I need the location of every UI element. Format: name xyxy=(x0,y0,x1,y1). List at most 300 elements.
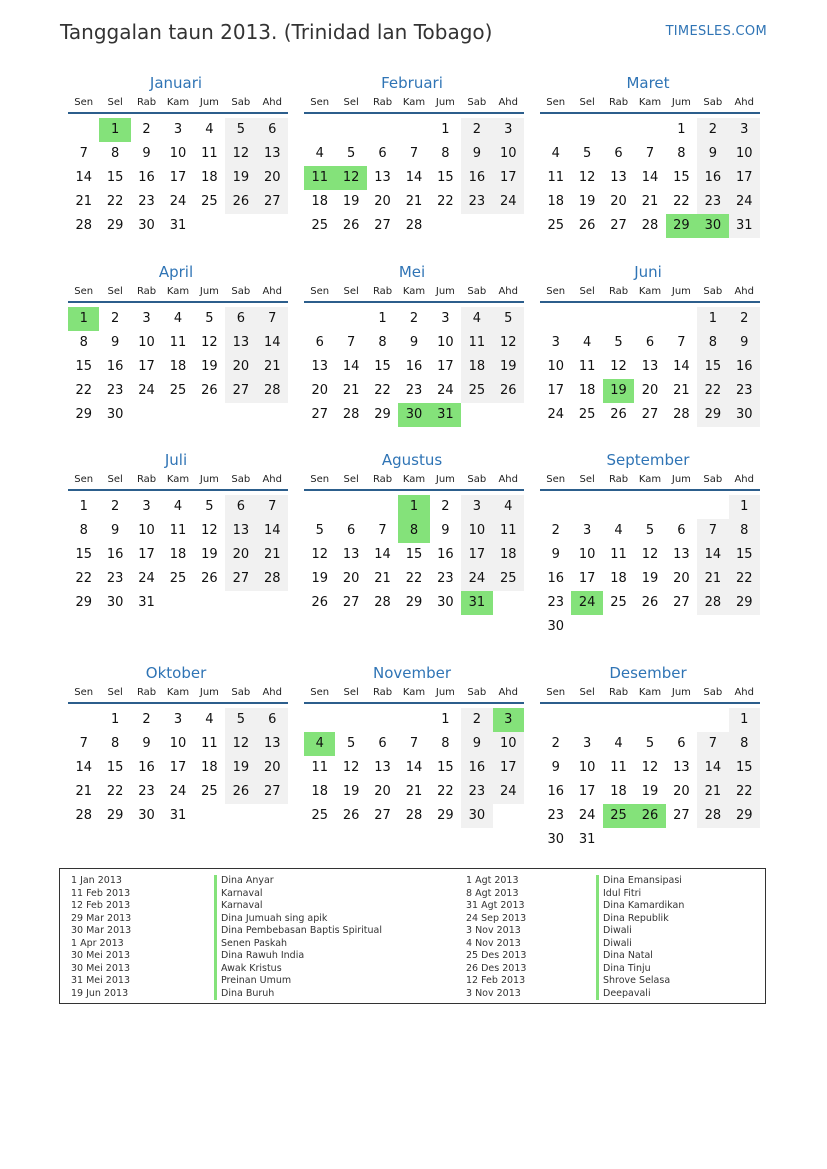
month-desember xyxy=(536,662,760,852)
day-cell: 16 xyxy=(547,784,564,799)
day-cell: 3 xyxy=(441,311,450,326)
day-cell: 6 xyxy=(614,146,623,161)
day-grid xyxy=(68,114,288,238)
weekday-label: Jum xyxy=(435,687,455,698)
legend-names-left xyxy=(214,875,382,1000)
day-cell: 30 xyxy=(138,218,155,233)
legend-date: 19 Jun 2013 xyxy=(71,987,129,999)
day-cell: 18 xyxy=(547,194,564,209)
day-cell: 11 xyxy=(201,146,218,161)
weekday-label: Ahd xyxy=(498,97,518,108)
day-grid xyxy=(540,704,760,852)
weekday-label: Jum xyxy=(199,97,219,108)
day-cell: 13 xyxy=(342,547,360,562)
day-cell: 4 xyxy=(173,499,183,514)
day-cell: 23 xyxy=(138,194,155,209)
day-cell: 12 xyxy=(225,142,256,166)
day-cell: 20 xyxy=(374,784,391,799)
legend-holiday-name: Diwali xyxy=(596,938,684,951)
day-cell: 21 xyxy=(405,784,423,799)
day-cell: 4 xyxy=(461,307,492,331)
day-cell: 5 xyxy=(315,523,324,538)
day-grid xyxy=(540,491,760,639)
month-name: Desember xyxy=(609,664,687,682)
day-grid xyxy=(304,704,524,828)
day-cell: 11 xyxy=(610,547,627,562)
day-cell: 30 xyxy=(729,403,760,427)
day-cell: 2 xyxy=(110,499,120,514)
day-cell: 15 xyxy=(729,756,760,780)
holiday-day-cell: 31 xyxy=(430,403,461,427)
weekday-label: Kam xyxy=(402,687,426,698)
day-cell: 7 xyxy=(697,519,728,543)
weekday-label: Ahd xyxy=(262,687,282,698)
legend-holiday-name: Dina Anyar xyxy=(214,875,382,888)
day-cell: 22 xyxy=(673,194,690,209)
day-cell: 9 xyxy=(697,142,728,166)
day-cell: 9 xyxy=(110,523,120,538)
day-cell: 5 xyxy=(225,708,256,732)
weekday-label: Kam xyxy=(402,97,426,108)
day-cell: 13 xyxy=(311,359,328,374)
day-cell: 9 xyxy=(461,142,492,166)
day-cell: 28 xyxy=(697,591,728,615)
day-cell: 26 xyxy=(225,190,256,214)
weekday-label: Jum xyxy=(435,97,455,108)
legend-date: 31 Agt 2013 xyxy=(466,900,525,911)
weekday-header xyxy=(304,684,524,704)
weekday-label: Sen xyxy=(546,687,566,698)
day-cell: 17 xyxy=(578,571,596,586)
day-cell: 8 xyxy=(79,335,88,350)
day-cell: 13 xyxy=(673,760,690,775)
day-cell: 14 xyxy=(342,359,360,374)
day-cell: 14 xyxy=(673,359,690,374)
legend-holiday-name: Dina Buruh xyxy=(214,988,382,1001)
weekday-label: Sab xyxy=(467,474,487,485)
weekday-label: Sel xyxy=(107,97,123,108)
holiday-day-cell: 29 xyxy=(666,214,697,238)
day-cell: 6 xyxy=(677,523,686,538)
day-cell: 26 xyxy=(641,595,659,610)
month-juni xyxy=(536,261,760,427)
day-cell: 7 xyxy=(378,523,387,538)
day-cell: 31 xyxy=(169,218,187,233)
weekday-header xyxy=(68,684,288,704)
day-cell: 29 xyxy=(106,218,124,233)
day-cell: 31 xyxy=(578,832,596,847)
day-cell: 20 xyxy=(673,571,690,586)
holiday-day-cell: 26 xyxy=(634,804,665,828)
weekday-label: Ahd xyxy=(734,97,754,108)
day-cell: 30 xyxy=(106,407,124,422)
weekday-label: Sab xyxy=(231,474,251,485)
day-cell: 15 xyxy=(437,170,454,185)
weekday-label: Sab xyxy=(231,286,251,297)
day-cell: 5 xyxy=(346,736,356,751)
day-cell: 25 xyxy=(610,595,627,610)
weekday-header xyxy=(540,94,760,114)
day-cell: 1 xyxy=(110,712,120,727)
day-cell: 24 xyxy=(578,808,596,823)
day-cell: 15 xyxy=(437,760,454,775)
day-cell: 14 xyxy=(75,760,92,775)
day-cell: 2 xyxy=(441,499,450,514)
day-cell: 8 xyxy=(79,523,88,538)
day-cell: 7 xyxy=(677,335,686,350)
weekday-label: Ahd xyxy=(498,687,518,698)
day-cell: 24 xyxy=(493,190,524,214)
day-cell: 8 xyxy=(110,736,120,751)
day-cell: 19 xyxy=(201,359,218,374)
weekday-label: Jum xyxy=(435,474,455,485)
weekday-header xyxy=(304,471,524,491)
day-cell: 24 xyxy=(493,780,524,804)
day-cell: 13 xyxy=(257,732,288,756)
weekday-header xyxy=(540,471,760,491)
weekday-label: Jum xyxy=(199,687,219,698)
month-name: Maret xyxy=(626,74,670,92)
day-cell: 13 xyxy=(673,547,690,562)
weekday-header xyxy=(304,283,524,303)
day-cell: 3 xyxy=(582,523,592,538)
legend-holiday-name: Preinan Umum xyxy=(214,975,382,988)
weekday-label: Sab xyxy=(231,97,251,108)
day-cell: 9 xyxy=(110,335,120,350)
legend-holiday-name: Dina Rawuh India xyxy=(214,950,382,963)
legend-holiday-name: Senen Paskah xyxy=(214,938,382,951)
weekday-label: Ahd xyxy=(734,474,754,485)
weekday-label: Sab xyxy=(703,687,723,698)
day-cell: 27 xyxy=(257,190,288,214)
day-cell: 2 xyxy=(461,708,492,732)
day-cell: 18 xyxy=(169,547,187,562)
day-cell: 21 xyxy=(257,543,288,567)
day-cell: 26 xyxy=(493,379,524,403)
weekday-header xyxy=(540,684,760,704)
day-cell: 10 xyxy=(493,142,524,166)
weekday-label: Sel xyxy=(343,286,359,297)
day-cell: 22 xyxy=(437,784,454,799)
legend-holiday-name: Shrove Selasa xyxy=(596,975,684,988)
weekday-label: Kam xyxy=(638,474,662,485)
day-grid xyxy=(68,704,288,828)
day-cell: 21 xyxy=(673,383,690,398)
day-cell: 17 xyxy=(437,359,454,374)
day-cell: 3 xyxy=(582,736,592,751)
day-cell: 11 xyxy=(578,359,596,374)
weekday-label: Sab xyxy=(467,687,487,698)
day-cell: 6 xyxy=(378,736,387,751)
day-cell: 2 xyxy=(110,311,120,326)
day-cell: 5 xyxy=(346,146,356,161)
weekday-label: Rab xyxy=(372,687,393,698)
day-cell: 24 xyxy=(461,567,492,591)
day-cell: 27 xyxy=(342,595,360,610)
weekday-label: Sab xyxy=(231,687,251,698)
day-cell: 2 xyxy=(142,122,151,137)
day-cell: 8 xyxy=(441,146,450,161)
holiday-day-cell: 31 xyxy=(461,591,492,615)
day-cell: 2 xyxy=(461,118,492,142)
day-cell: 4 xyxy=(205,712,214,727)
day-cell: 21 xyxy=(257,355,288,379)
day-cell: 31 xyxy=(138,595,155,610)
holiday-day-cell: 12 xyxy=(335,166,366,190)
weekday-header xyxy=(68,283,288,303)
weekday-label: Sen xyxy=(74,286,94,297)
day-cell: 9 xyxy=(441,523,450,538)
day-cell: 7 xyxy=(79,736,88,751)
day-cell: 21 xyxy=(374,571,391,586)
day-cell: 7 xyxy=(79,146,88,161)
weekday-label: Ahd xyxy=(734,687,754,698)
day-cell: 15 xyxy=(75,547,92,562)
day-cell: 29 xyxy=(374,407,391,422)
day-cell: 13 xyxy=(374,170,391,185)
weekday-label: Jum xyxy=(671,474,691,485)
day-cell: 3 xyxy=(142,311,151,326)
weekday-header xyxy=(68,471,288,491)
day-cell: 10 xyxy=(169,146,187,161)
day-grid xyxy=(540,114,760,238)
day-cell: 30 xyxy=(461,804,492,828)
day-cell: 26 xyxy=(342,808,360,823)
day-cell: 14 xyxy=(257,331,288,355)
day-cell: 10 xyxy=(493,732,524,756)
day-cell: 26 xyxy=(201,383,218,398)
weekday-header xyxy=(304,94,524,114)
day-cell: 10 xyxy=(138,523,155,538)
day-cell: 29 xyxy=(106,808,124,823)
day-cell: 22 xyxy=(106,194,124,209)
day-cell: 26 xyxy=(610,407,627,422)
day-cell: 23 xyxy=(729,379,760,403)
day-cell: 9 xyxy=(142,736,151,751)
day-cell: 26 xyxy=(201,571,218,586)
day-cell: 18 xyxy=(201,170,218,185)
day-cell: 11 xyxy=(547,170,564,185)
day-cell: 9 xyxy=(461,732,492,756)
day-cell: 19 xyxy=(311,571,328,586)
day-cell: 13 xyxy=(257,142,288,166)
day-cell: 1 xyxy=(677,122,686,137)
legend-date: 3 Nov 2013 xyxy=(466,925,521,936)
day-cell: 17 xyxy=(138,359,155,374)
month-oktober xyxy=(64,662,288,828)
day-cell: 15 xyxy=(673,170,690,185)
day-cell: 6 xyxy=(257,708,288,732)
day-cell: 20 xyxy=(610,194,627,209)
day-cell: 25 xyxy=(493,567,524,591)
day-cell: 9 xyxy=(409,335,419,350)
day-cell: 22 xyxy=(729,780,760,804)
weekday-header xyxy=(68,94,288,114)
legend-holiday-name: Karnaval xyxy=(214,900,382,913)
day-cell: 9 xyxy=(142,146,151,161)
day-cell: 8 xyxy=(729,732,760,756)
day-cell: 7 xyxy=(257,307,288,331)
day-grid xyxy=(304,303,524,427)
day-cell: 23 xyxy=(106,571,124,586)
day-cell: 25 xyxy=(578,407,596,422)
day-cell: 17 xyxy=(547,383,564,398)
day-cell: 15 xyxy=(405,547,423,562)
day-cell: 12 xyxy=(311,547,328,562)
weekday-label: Rab xyxy=(608,474,629,485)
day-cell: 14 xyxy=(75,170,92,185)
day-cell: 14 xyxy=(257,519,288,543)
day-cell: 23 xyxy=(461,780,492,804)
day-cell: 4 xyxy=(205,122,214,137)
day-cell: 29 xyxy=(75,407,92,422)
weekday-label: Ahd xyxy=(498,286,518,297)
holiday-day-cell: 3 xyxy=(493,708,524,732)
day-grid xyxy=(540,303,760,427)
day-cell: 17 xyxy=(493,756,524,780)
day-cell: 14 xyxy=(697,756,728,780)
day-cell: 19 xyxy=(342,194,360,209)
day-cell: 10 xyxy=(578,547,596,562)
weekday-label: Jum xyxy=(671,97,691,108)
weekday-label: Sen xyxy=(546,286,566,297)
day-cell: 16 xyxy=(106,359,124,374)
day-cell: 1 xyxy=(378,311,387,326)
day-cell: 28 xyxy=(641,218,659,233)
day-cell: 21 xyxy=(75,194,92,209)
month-januari xyxy=(64,72,288,238)
legend-date: 11 Feb 2013 xyxy=(71,887,131,899)
day-cell: 5 xyxy=(614,335,623,350)
weekday-label: Sel xyxy=(107,474,123,485)
day-cell: 2 xyxy=(142,712,151,727)
weekday-label: Kam xyxy=(166,474,190,485)
day-cell: 3 xyxy=(551,335,560,350)
day-cell: 17 xyxy=(461,543,492,567)
day-cell: 16 xyxy=(697,166,728,190)
day-cell: 12 xyxy=(578,170,596,185)
legend-holiday-name: Dina Kamardikan xyxy=(596,900,684,913)
day-cell: 16 xyxy=(729,355,760,379)
day-cell: 21 xyxy=(342,383,360,398)
day-cell: 19 xyxy=(493,355,524,379)
day-cell: 21 xyxy=(405,194,423,209)
day-cell: 5 xyxy=(205,499,214,514)
legend-holiday-name: Dina Republik xyxy=(596,913,684,926)
day-cell: 26 xyxy=(578,218,596,233)
weekday-label: Rab xyxy=(136,97,157,108)
day-cell: 5 xyxy=(645,736,655,751)
day-cell: 18 xyxy=(201,760,218,775)
day-cell: 11 xyxy=(311,760,328,775)
day-cell: 28 xyxy=(374,595,391,610)
day-cell: 15 xyxy=(729,543,760,567)
weekday-label: Sen xyxy=(74,97,94,108)
day-cell: 18 xyxy=(610,784,627,799)
day-cell: 20 xyxy=(257,166,288,190)
day-cell: 3 xyxy=(729,118,760,142)
holiday-day-cell: 24 xyxy=(571,591,602,615)
day-cell: 16 xyxy=(461,756,492,780)
day-cell: 14 xyxy=(405,170,423,185)
weekday-label: Sen xyxy=(310,286,330,297)
day-cell: 8 xyxy=(729,519,760,543)
holiday-legend xyxy=(59,868,766,1004)
weekday-label: Sel xyxy=(579,286,595,297)
day-cell: 25 xyxy=(201,194,218,209)
legend-date: 26 Des 2013 xyxy=(466,962,527,974)
weekday-label: Sel xyxy=(579,474,595,485)
day-cell: 1 xyxy=(79,499,88,514)
day-cell: 24 xyxy=(729,190,760,214)
day-cell: 7 xyxy=(645,146,655,161)
day-cell: 14 xyxy=(697,543,728,567)
day-cell: 14 xyxy=(374,547,391,562)
day-cell: 4 xyxy=(493,495,524,519)
day-cell: 10 xyxy=(138,335,155,350)
day-cell: 19 xyxy=(225,166,256,190)
day-cell: 18 xyxy=(311,784,328,799)
weekday-label: Sel xyxy=(579,97,595,108)
day-cell: 29 xyxy=(729,804,760,828)
month-april xyxy=(64,261,288,427)
day-cell: 6 xyxy=(346,523,356,538)
day-cell: 27 xyxy=(374,808,391,823)
month-name: Februari xyxy=(381,74,443,92)
weekday-label: Rab xyxy=(608,97,629,108)
page-title: Tanggalan taun 2013. (Trinidad lan Tobago) xyxy=(60,20,493,44)
legend-date: 30 Mei 2013 xyxy=(71,950,130,961)
day-cell: 21 xyxy=(697,567,728,591)
day-cell: 6 xyxy=(257,118,288,142)
day-cell: 23 xyxy=(106,383,124,398)
day-cell: 10 xyxy=(169,736,187,751)
day-cell: 9 xyxy=(551,760,560,775)
day-cell: 28 xyxy=(405,808,423,823)
day-cell: 20 xyxy=(225,355,256,379)
brand-logo[interactable]: TIMESLES.COM xyxy=(665,24,767,39)
day-cell: 7 xyxy=(257,495,288,519)
day-cell: 27 xyxy=(610,218,627,233)
legend-holiday-name: Awak Kristus xyxy=(214,963,382,976)
day-cell: 10 xyxy=(461,519,492,543)
day-grid xyxy=(304,491,524,615)
day-cell: 5 xyxy=(582,146,592,161)
day-cell: 1 xyxy=(729,708,760,732)
day-cell: 12 xyxy=(342,760,360,775)
day-cell: 5 xyxy=(205,311,214,326)
day-cell: 14 xyxy=(641,170,659,185)
day-cell: 19 xyxy=(201,547,218,562)
day-cell: 11 xyxy=(493,519,524,543)
day-cell: 25 xyxy=(169,383,187,398)
weekday-label: Ahd xyxy=(262,97,282,108)
month-name: Mei xyxy=(398,263,426,281)
legend-date: 4 Nov 2013 xyxy=(466,937,521,949)
legend-holiday-name: Dina Pembebasan Baptis Spiritual xyxy=(214,925,382,938)
legend-holiday-name: Dina Natal xyxy=(596,950,684,963)
holiday-day-cell: 4 xyxy=(304,732,335,756)
day-cell: 6 xyxy=(315,335,324,350)
weekday-label: Ahd xyxy=(498,474,518,485)
day-cell: 1 xyxy=(441,712,450,727)
month-name: April xyxy=(158,263,194,281)
weekday-label: Jum xyxy=(671,687,691,698)
day-cell: 3 xyxy=(461,495,492,519)
day-cell: 20 xyxy=(641,383,659,398)
day-grid xyxy=(304,114,524,238)
legend-holiday-name: Karnaval xyxy=(214,888,382,901)
